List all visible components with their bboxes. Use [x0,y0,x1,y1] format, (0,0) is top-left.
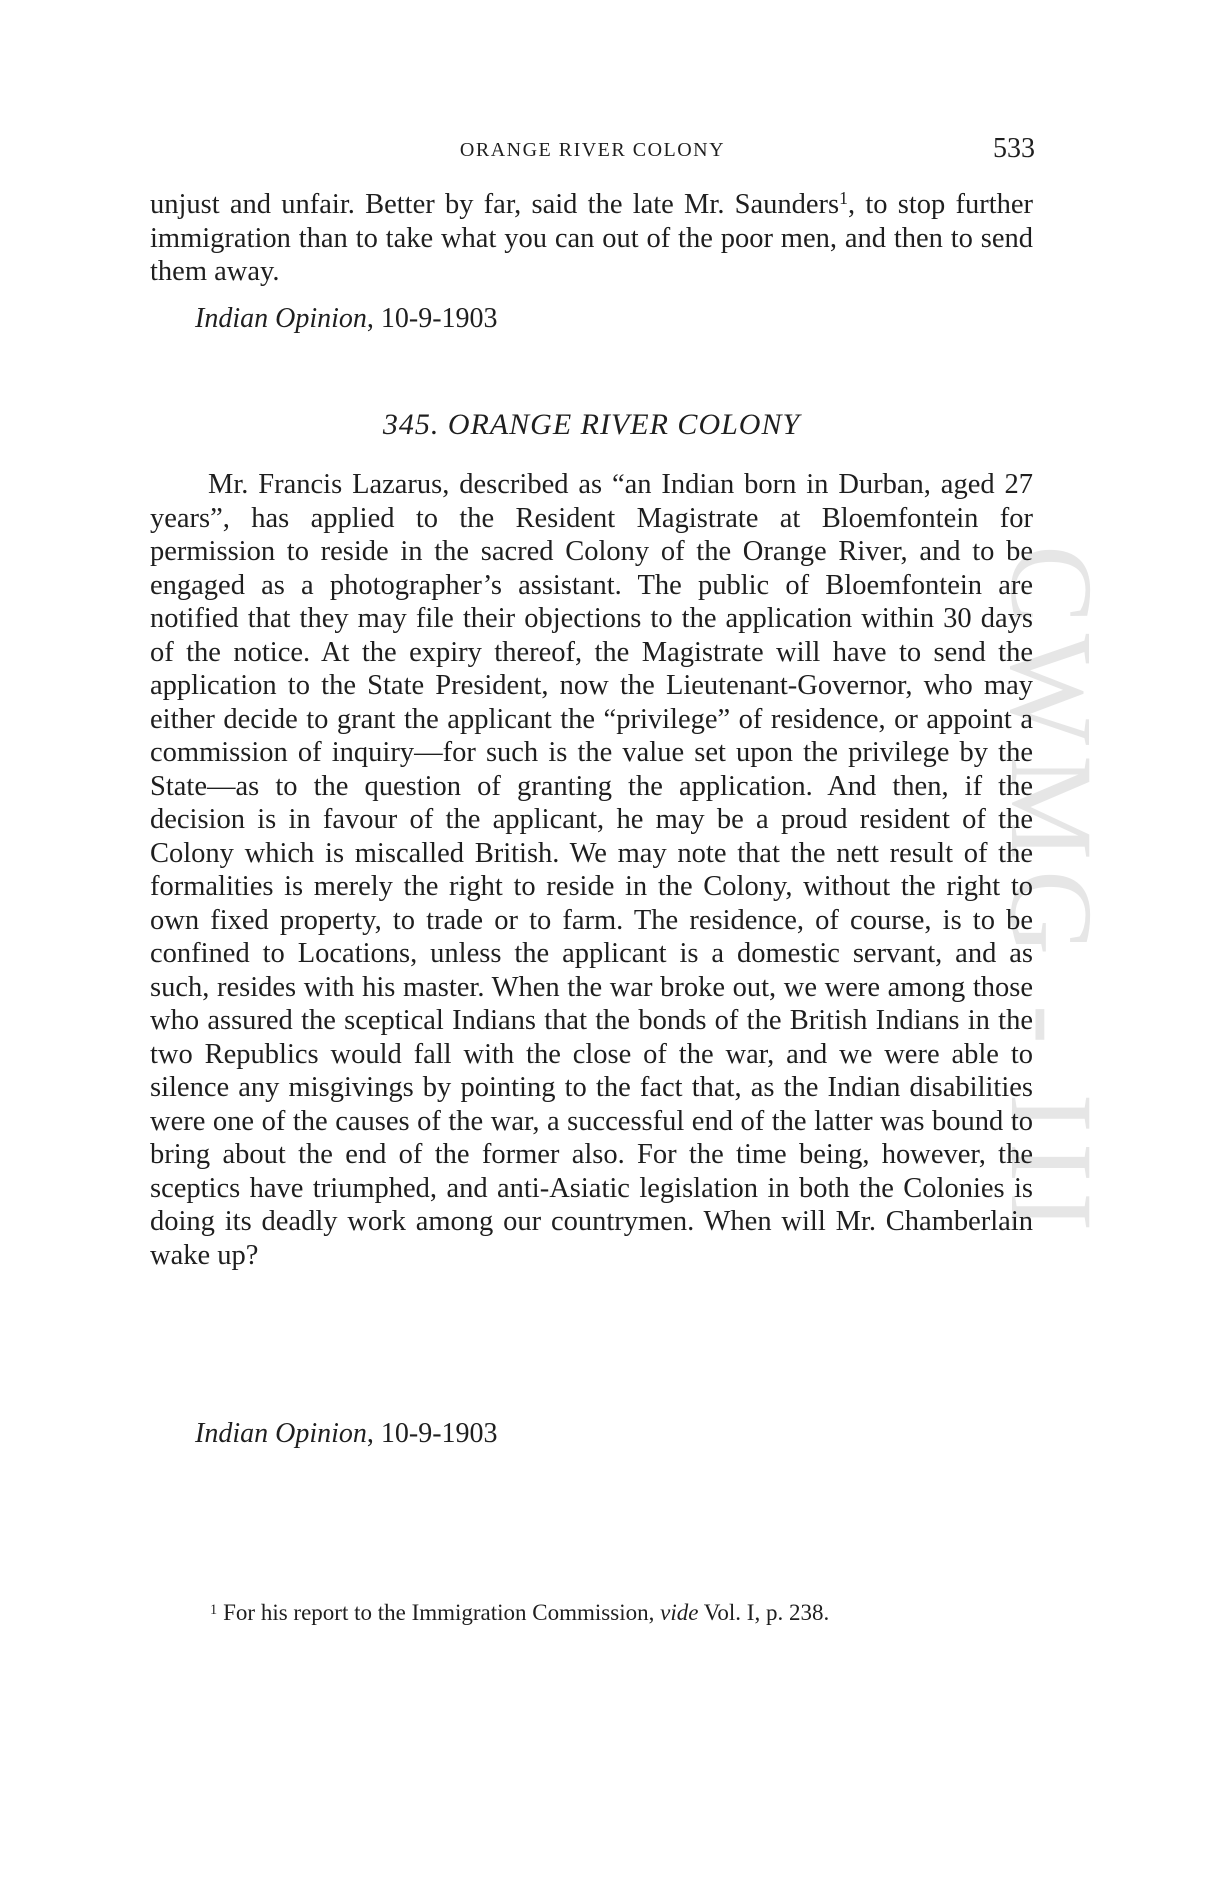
footnote-text-start: For his report to the Immigration Commission, [223,1600,661,1625]
footnote-italic: vide [660,1600,699,1625]
footnote [210,1600,829,1626]
source-publication: Indian Opinion [195,303,367,334]
watermark: CWMG - III [986,545,1117,1242]
footnote-ref: 1 [839,188,848,209]
source-citation-2 [195,1418,498,1450]
running-title: ORANGE RIVER COLONY [459,139,726,161]
page-number: 533 [993,133,1035,164]
source-publication-2: Indian Opinion [195,1418,367,1449]
continuation-paragraph [150,188,1033,289]
continuation-text-end: , to stop further immigration than to take what you can out of the poor men, and then to send them away. [150,189,1033,287]
running-head [150,133,1035,167]
section-body: Mr. Francis Lazarus, described as “an Indian born in Durban, aged 27 years”, has applied to the Resident Magistrate at Bloemfontein for permission to reside in the sacred Colony of the Orange River, and to be engaged as a photographer’s assistant. The public of Bloemfontein are notified that they may file their objections to the application within 30 days of the notice. At the expiry thereof, the Magistrate will have to send the application to the State President, now the Lieutenant-Governor, who may either decide to grant the applicant the “privilege” of residence, or appoint a commission of inquiry—for such is the value set upon the privilege by the State—as to the question of granting the application. And then, if the decision is in favour of the applicant, he may be a proud resident of the Colony which is miscalled British. We may note that the nett result of the formalities is merely the right to reside in the Colony, without the right to own fixed property, to trade or to farm. The residence, of course, is to be confined to Locations, unless the applicant is a domestic servant, and as such, resides with his master. When the war broke out, we were among those who assured the sceptical Indians that the bonds of the British Indians in the two Republics would fall with the close of the war, and we were able to silence any misgivings by pointing to the fact that, as the Indian disabilities were one of the causes of the war, a successful end of the latter was bound to bring about the end of the former also. For the time being, however, the sceptics have triumphed, and anti-Asiatic legislation in both the Colonies is doing its deadly work among our countrymen. When will Mr. Chamberlain wake up? [150,469,1033,1271]
continuation-text-start: unjust and unfair. Better by far, said the late Mr. Saunders [150,189,840,220]
source-date: , 10-9-1903 [366,303,498,334]
footnote-marker: 1 [210,1601,218,1618]
footnote-text-end: Vol. I, p. 238. [698,1600,830,1625]
source-date-2: , 10-9-1903 [366,1418,498,1449]
source-citation [195,303,498,335]
section-title: 345. ORANGE RIVER COLONY [382,408,801,441]
